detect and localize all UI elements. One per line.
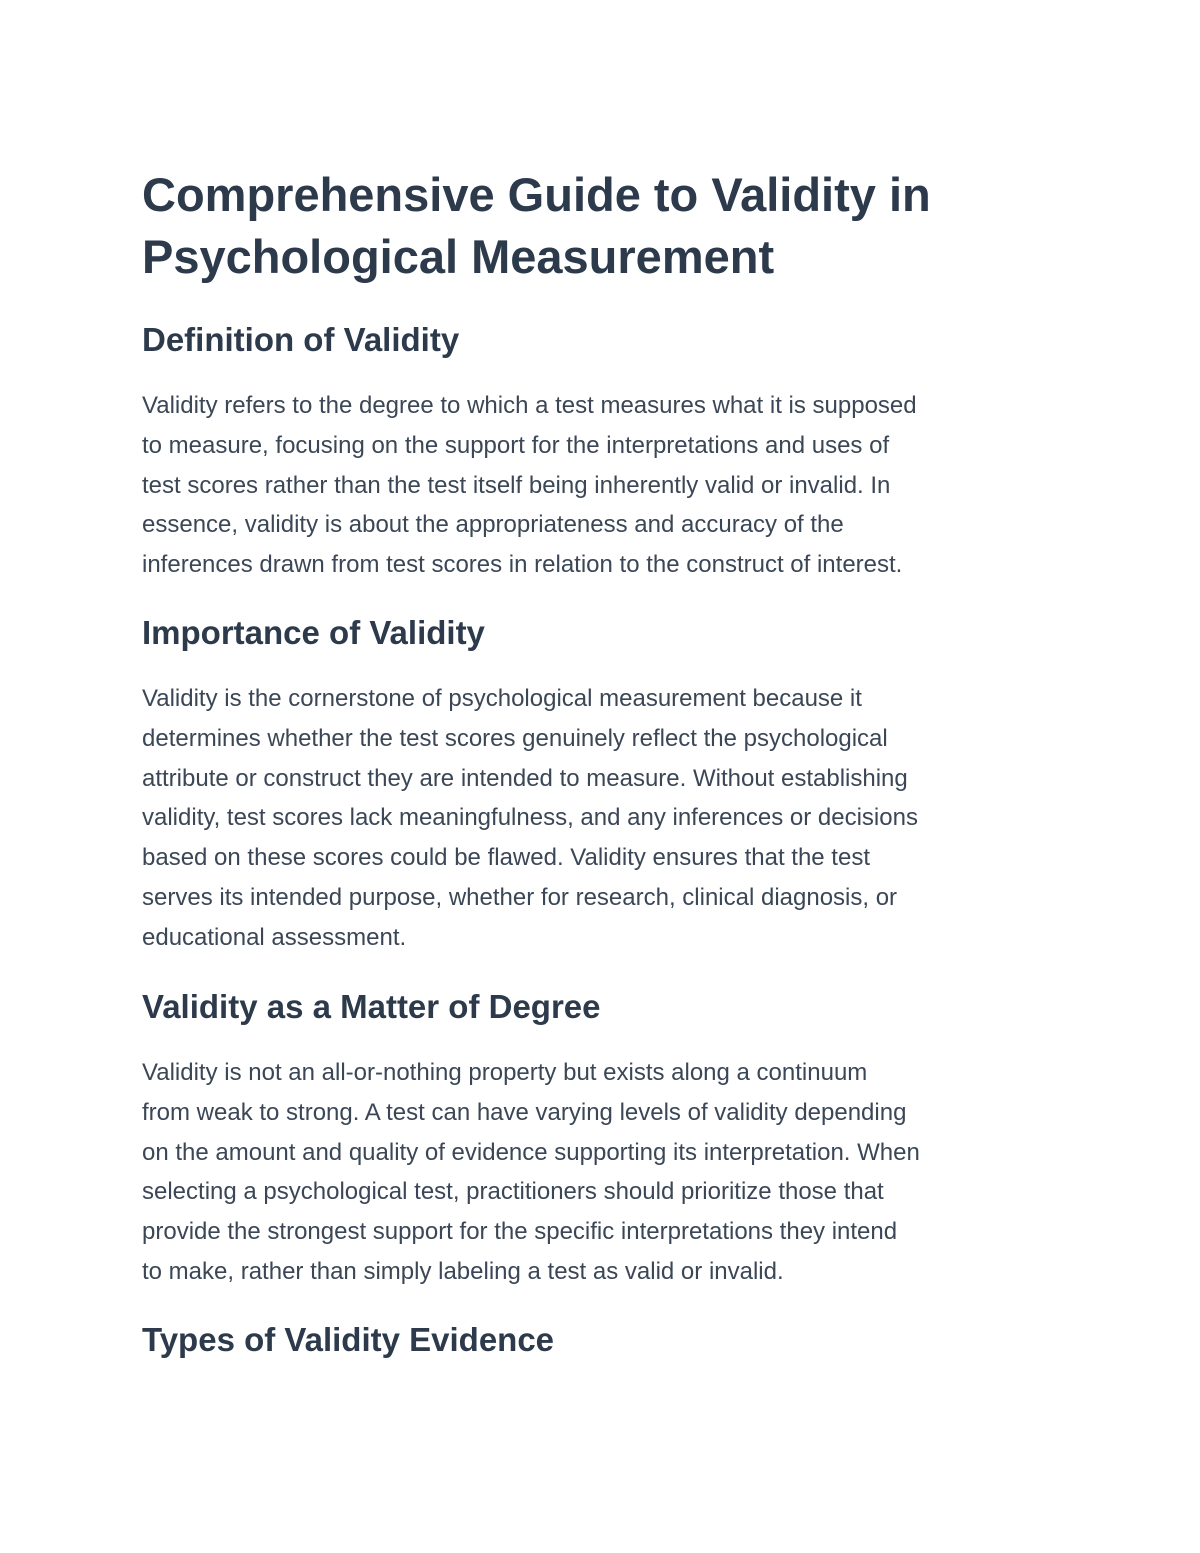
paragraph-definition [142,386,917,585]
text-line: on the amount and quality of evidence supporting its interpretation. When [142,1138,920,1166]
section-heading-importance: Importance of Validity [142,614,485,651]
text-line: based on these scores could be flawed. Validity ensures that the test [142,844,870,872]
paragraph-degree [142,1053,920,1292]
text-line: to measure, focusing on the support for the interpretations and uses of [142,431,890,459]
text-line: serves its intended purpose, whether for research, clinical diagnosis, or [142,883,898,911]
text-line: to make, rather than simply labeling a test as valid or invalid. [142,1257,784,1285]
text-line: Validity is the cornerstone of psychological measurement because it [142,685,862,712]
text-line: essence, validity is about the appropriateness and accuracy of the [142,511,844,539]
text-line: educational assessment. [142,923,407,951]
paragraph-importance [142,679,918,958]
text-line: Validity is not an all-or-nothing property but exists along a continuum [142,1059,868,1086]
section-heading-types: Types of Validity Evidence [142,1321,555,1358]
text-line: inferences drawn from test scores in relation to the construct of interest. [142,551,903,579]
text-line: provide the strongest support for the specific interpretations they intend [142,1218,898,1246]
text-line: test scores rather than the test itself being inherently valid or invalid. In [142,471,891,499]
text-line: from weak to strong. A test can have varying levels of validity depending [142,1098,907,1126]
section-heading-degree: Validity as a Matter of Degree [142,988,601,1025]
text-line: attribute or construct they are intended to measure. Without establishing [142,764,908,792]
title-line: Comprehensive Guide to Validity in [142,168,931,221]
text-line: Validity refers to the degree to which a test measures what it is supposed [142,392,917,419]
title-line: Psychological Measurement [142,230,775,283]
text-line: validity, test scores lack meaningfulness, and any inferences or decisions [142,804,918,832]
section-heading-definition: Definition of Validity [142,321,460,358]
page-title [142,164,931,288]
text-line: selecting a psychological test, practitioners should prioritize those that [142,1178,884,1206]
text-line: determines whether the test scores genuinely reflect the psychological [142,724,888,752]
